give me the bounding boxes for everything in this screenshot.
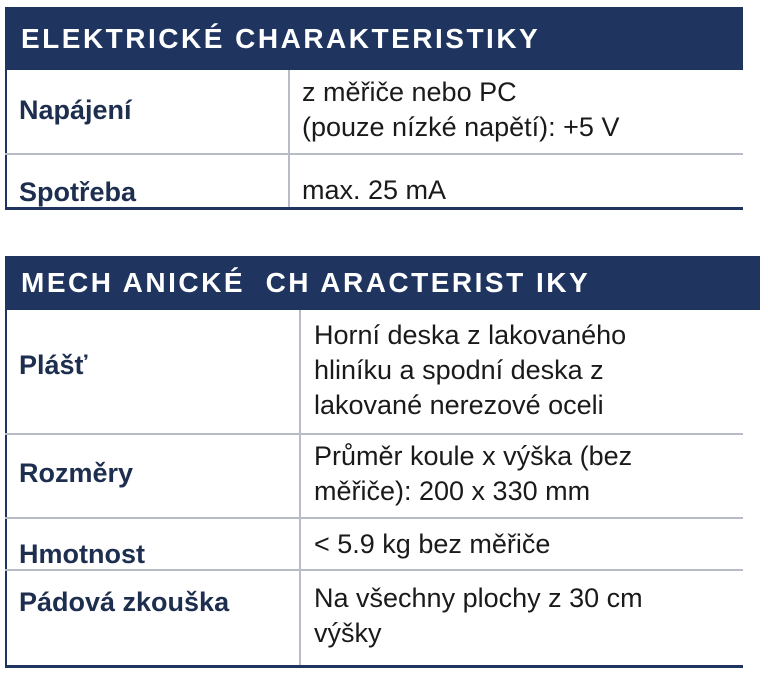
- value-line: měřiče): 200 x 330 mm: [314, 476, 591, 506]
- mechanical-characteristics-table: [5, 256, 743, 670]
- electrical-section-title: ELEKTRICKÉ CHARAKTERISTIKY: [21, 22, 541, 54]
- mechanical-section-title: MECH ANICKÉ CH ARACTERIST IKY: [21, 267, 591, 298]
- row-value-napajeni: [302, 75, 619, 145]
- row-label-spotreba: Spotřeba: [19, 177, 137, 207]
- row-label-napajeni: Napájení: [19, 95, 132, 125]
- table-bottom-border: [5, 207, 743, 210]
- table-row-spotreba: [5, 155, 743, 207]
- table-row-rozmery: [5, 435, 743, 518]
- column-divider: [299, 310, 301, 665]
- value-line: (pouze nízké napětí): +5 V: [302, 112, 620, 142]
- value-line: Na všechny plochy z 30 cm: [314, 583, 643, 613]
- mechanical-section-header: [5, 256, 760, 310]
- row-value-padova-zkouska: [314, 581, 643, 651]
- row-label-plast: Plášť: [19, 350, 88, 380]
- value-line: lakované nerezové oceli: [314, 390, 604, 420]
- row-value-hmotnost: [314, 527, 550, 562]
- table-row-napajeni: [5, 70, 743, 153]
- row-value-rozmery: [314, 439, 632, 509]
- value-line: hliníku a spodní deska z: [314, 355, 604, 385]
- row-label-rozmery: Rozměry: [19, 458, 134, 488]
- table-bottom-border: [5, 665, 743, 668]
- table-row-hmotnost: [5, 519, 743, 571]
- value-line: < 5.9 kg bez měřiče: [314, 529, 551, 559]
- column-divider: [288, 70, 290, 207]
- value-line: z měřiče nebo PC: [302, 77, 517, 107]
- row-value-plast: [314, 318, 626, 423]
- value-line: max. 25 mA: [302, 175, 447, 205]
- value-line: Horní deska z lakovaného: [314, 320, 627, 350]
- row-label-hmotnost: Hmotnost: [19, 539, 145, 569]
- value-line: Průměr koule x výška (bez: [314, 441, 633, 471]
- electrical-section-header: [5, 7, 743, 70]
- row-value-spotreba: [302, 173, 446, 208]
- table-row-plast: [5, 310, 743, 433]
- row-label-padova-zkouska: Pádová zkouška: [19, 587, 230, 617]
- table-row-padova-zkouska: [5, 571, 743, 666]
- value-line: výšky: [314, 618, 382, 648]
- electrical-characteristics-table: [5, 7, 743, 210]
